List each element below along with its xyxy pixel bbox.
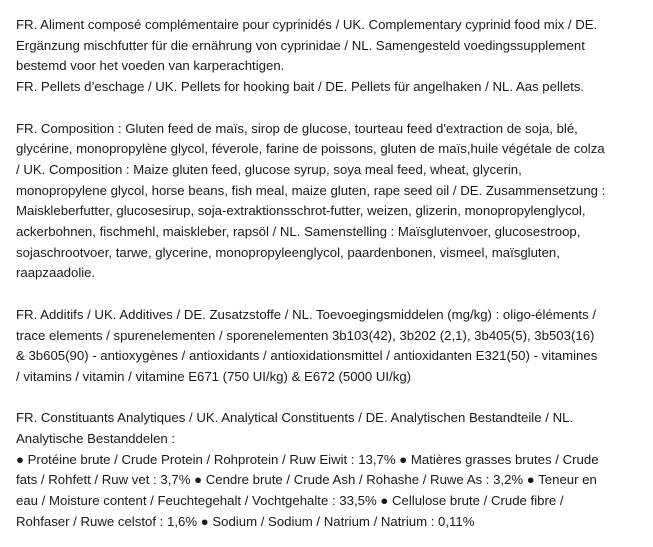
text-line: ackerbohnen, fischmehl, maiskleber, rapsöl / NL. Samenstelling : Maïsglutenvoer, glucosestroop, xyxy=(16,224,581,240)
text-line: / UK. Composition : Maize gluten feed, glucose syrup, soya meal feed, wheat, glycerin, xyxy=(16,161,522,177)
text-line: Analytische Bestanddelen : xyxy=(16,431,176,447)
text-line: FR. Composition : Gluten feed de maïs, sirop de glucose, tourteau feed d'extraction de soja, blé, xyxy=(16,120,578,136)
text-line: trace elements / spurenelementen / sporenelementen 3b103(42), 3b202 (2,1), 3b405(5), 3b503(16) xyxy=(16,327,595,343)
text-line: FR. Pellets d’eschage / UK. Pellets for hooking bait / DE. Pellets für angelhaken / NL. Aas pellets. xyxy=(16,79,585,95)
text-line: / vitamins / vitamin / vitamine E671 (750 UI/kg) & E672 (5000 UI/kg) xyxy=(16,368,412,384)
text-line: & 3b605(90) - antioxygènes / antioxidants / antioxidationsmittel / antioxidanten E321(50) - vitamines xyxy=(16,348,598,364)
paragraph-additives xyxy=(16,305,641,388)
text-line: Maiskleberfutter, glucosesirup, soja-extraktionsschrot-futter, weizen, glizerin, monopropylenglycol, xyxy=(16,203,586,219)
text-line: Rohfaser / Ruwe celstof : 1,6% ● Sodium / Sodium / Natrium / Natrium : 0,11% xyxy=(16,513,475,529)
text-line: sojaschrootvoer, tarwe, glycerine, monopropyleenglycol, paardenbonen, vismeel, maïsgluten, xyxy=(16,244,560,260)
paragraph-composition xyxy=(16,119,641,285)
text-line: monopropylene glycol, horse beans, fish meal, maize gluten, rape seed oil / DE. Zusammensetzung : xyxy=(16,182,606,198)
paragraph-product-name xyxy=(16,15,641,98)
text-line: bestemd voor het voeden van karperachtigen. xyxy=(16,58,285,74)
text-line: fats / Rohfett / Ruw vet : 3,7% ● Cendre brute / Crude Ash / Rohashe / Ruwe As : 3,2% ● Teneur en xyxy=(16,472,597,488)
text-line: FR. Aliment composé complémentaire pour cyprinidés / UK. Complementary cyprinid food mix / DE. xyxy=(16,17,598,32)
text-line: FR. Constituants Analytiques / UK. Analytical Constituents / DE. Analytischen Bestandteile / NL. xyxy=(16,410,574,426)
text-line: ● Protéine brute / Crude Protein / Rohprotein / Ruw Eiwit : 13,7% ● Matières grasses brutes / Crude xyxy=(16,451,599,467)
text-line: raapzaadolie. xyxy=(16,265,96,281)
text-line: eau / Moisture content / Feuchtegehalt / Vochtgehalte : 33,5% ● Cellulose brute / Crude fibre / xyxy=(16,493,564,509)
text-line: FR. Additifs / UK. Additives / DE. Zusatzstoffe / NL. Toevoegingsmiddelen (mg/kg) : oligo-éléments / xyxy=(16,306,597,322)
text-line: glycérine, monopropylène glycol, féverole, farine de poissons, gluten de maïs,huile végétale de colza xyxy=(16,141,605,157)
paragraph-analytical-constituents xyxy=(16,408,641,532)
text-line: Ergänzung mischfutter für die ernährung von cyprinidae / NL. Samengesteld voedingssupplement xyxy=(16,37,585,53)
document-body xyxy=(16,15,641,533)
